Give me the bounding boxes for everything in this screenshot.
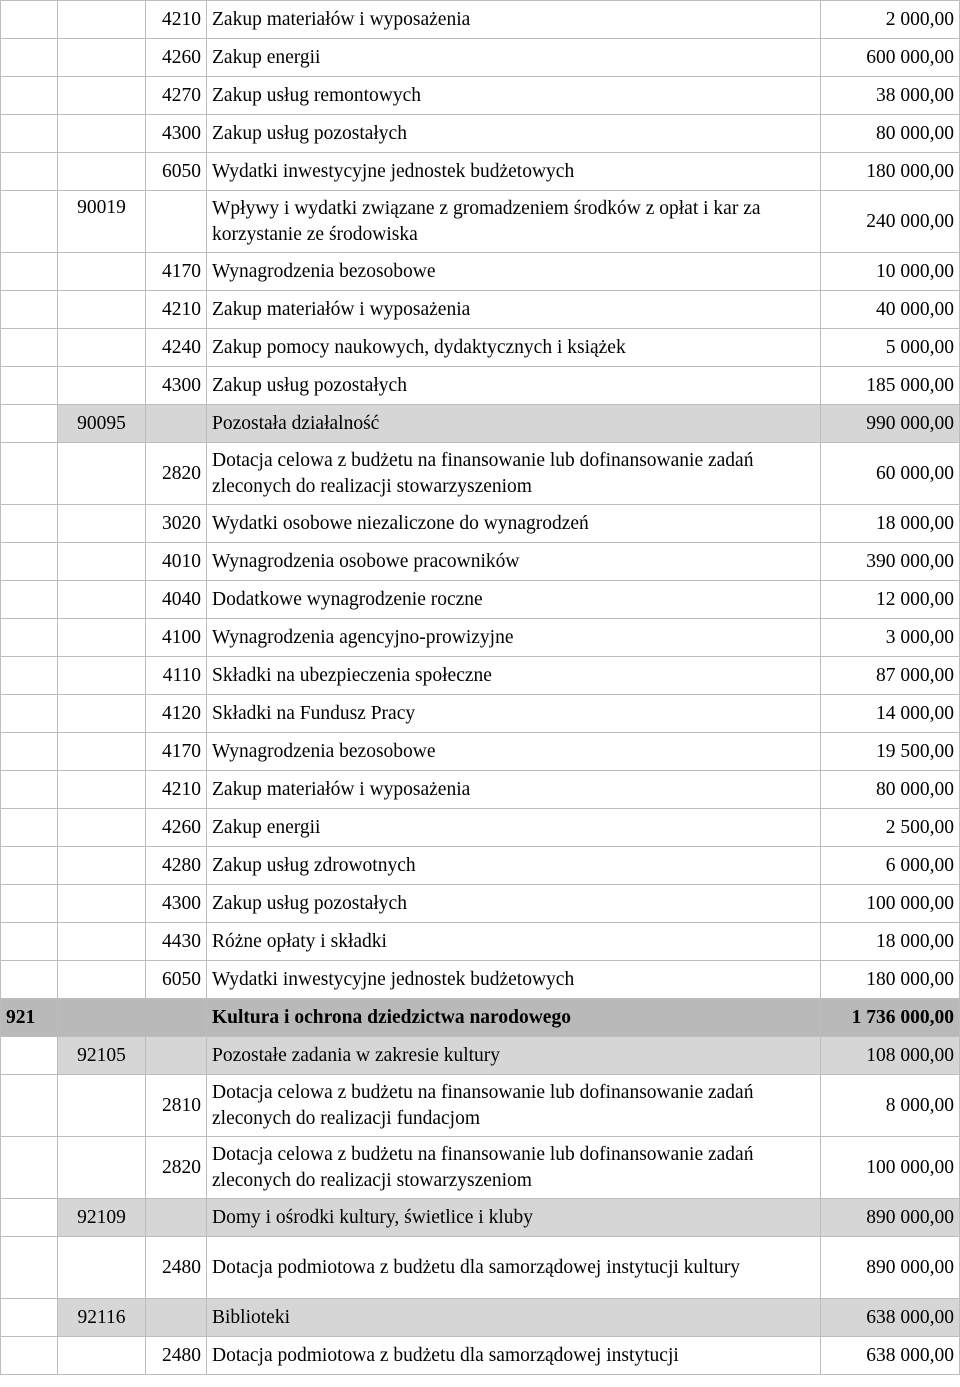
paragraph-code: 4170 (146, 253, 207, 291)
table-row (1, 115, 960, 153)
item-amount: 18 000,00 (821, 505, 960, 543)
item-amount: 108 000,00 (821, 1037, 960, 1075)
item-name: Dotacja podmiotowa z budżetu dla samorządowej instytucji kultury (207, 1237, 821, 1299)
section-code (1, 1237, 58, 1299)
paragraph-code (146, 1037, 207, 1075)
table-row (1, 1, 960, 39)
paragraph-code (146, 1299, 207, 1337)
item-name: Zakup usług zdrowotnych (207, 847, 821, 885)
item-name: Wydatki inwestycyjne jednostek budżetowych (207, 153, 821, 191)
chapter-code: 90019 (58, 191, 146, 253)
paragraph-code: 4100 (146, 619, 207, 657)
item-amount: 8 000,00 (821, 1075, 960, 1137)
section-code (1, 153, 58, 191)
paragraph-code: 4210 (146, 771, 207, 809)
paragraph-code: 4170 (146, 733, 207, 771)
item-name: Dodatkowe wynagrodzenie roczne (207, 581, 821, 619)
paragraph-code: 4010 (146, 543, 207, 581)
table-row (1, 619, 960, 657)
paragraph-code: 4210 (146, 1, 207, 39)
paragraph-code: 2820 (146, 443, 207, 505)
chapter-row (1, 191, 960, 253)
chapter-code (58, 885, 146, 923)
item-amount: 12 000,00 (821, 581, 960, 619)
section-code (1, 1, 58, 39)
item-name: Wynagrodzenia bezosobowe (207, 253, 821, 291)
section-code (1, 847, 58, 885)
chapter-code (58, 153, 146, 191)
item-amount: 1 736 000,00 (821, 999, 960, 1037)
paragraph-code: 4280 (146, 847, 207, 885)
section-code (1, 961, 58, 999)
item-name: Różne opłaty i składki (207, 923, 821, 961)
item-amount: 10 000,00 (821, 253, 960, 291)
table-row (1, 733, 960, 771)
item-name: Wynagrodzenia agencyjno-prowizyjne (207, 619, 821, 657)
table-row (1, 923, 960, 961)
table-row (1, 695, 960, 733)
item-amount: 638 000,00 (821, 1337, 960, 1375)
section-row (1, 999, 960, 1037)
item-amount: 990 000,00 (821, 405, 960, 443)
table-row (1, 657, 960, 695)
section-code (1, 115, 58, 153)
chapter-row (1, 405, 960, 443)
item-amount: 890 000,00 (821, 1199, 960, 1237)
item-name: Składki na ubezpieczenia społeczne (207, 657, 821, 695)
section-code (1, 695, 58, 733)
table-row (1, 77, 960, 115)
empty-cell (58, 999, 207, 1037)
chapter-code (58, 253, 146, 291)
item-amount: 80 000,00 (821, 771, 960, 809)
item-amount: 14 000,00 (821, 695, 960, 733)
paragraph-code: 3020 (146, 505, 207, 543)
section-code (1, 1199, 58, 1237)
section-code (1, 253, 58, 291)
item-amount: 80 000,00 (821, 115, 960, 153)
paragraph-code (146, 405, 207, 443)
chapter-code (58, 505, 146, 543)
paragraph-code: 4040 (146, 581, 207, 619)
table-row (1, 291, 960, 329)
chapter-code (58, 329, 146, 367)
item-amount: 6 000,00 (821, 847, 960, 885)
section-code (1, 809, 58, 847)
section-code (1, 291, 58, 329)
paragraph-code: 4300 (146, 885, 207, 923)
section-code (1, 923, 58, 961)
paragraph-code: 4110 (146, 657, 207, 695)
chapter-code (58, 619, 146, 657)
paragraph-code: 2820 (146, 1137, 207, 1199)
item-amount: 2 000,00 (821, 1, 960, 39)
paragraph-code: 4260 (146, 39, 207, 77)
item-name: Biblioteki (207, 1299, 821, 1337)
table-row (1, 581, 960, 619)
chapter-code (58, 367, 146, 405)
item-name: Domy i ośrodki kultury, świetlice i kluby (207, 1199, 821, 1237)
paragraph-code (146, 1199, 207, 1237)
table-row (1, 39, 960, 77)
table-row (1, 367, 960, 405)
section-code (1, 657, 58, 695)
paragraph-code: 4210 (146, 291, 207, 329)
item-name: Zakup usług pozostałych (207, 115, 821, 153)
paragraph-code: 2810 (146, 1075, 207, 1137)
section-code (1, 581, 58, 619)
chapter-code: 90095 (58, 405, 146, 443)
chapter-code (58, 733, 146, 771)
item-name: Wydatki inwestycyjne jednostek budżetowych (207, 961, 821, 999)
item-name: Zakup usług remontowych (207, 77, 821, 115)
item-amount: 240 000,00 (821, 191, 960, 253)
section-code (1, 405, 58, 443)
chapter-code: 92116 (58, 1299, 146, 1337)
chapter-code (58, 1337, 146, 1375)
item-name: Dotacja podmiotowa z budżetu dla samorządowej instytucji (207, 1337, 821, 1375)
item-amount: 38 000,00 (821, 77, 960, 115)
item-name: Zakup usług pozostałych (207, 367, 821, 405)
item-name: Pozostałe zadania w zakresie kultury (207, 1037, 821, 1075)
chapter-code (58, 1137, 146, 1199)
section-code (1, 329, 58, 367)
section-code (1, 1299, 58, 1337)
chapter-code (58, 443, 146, 505)
paragraph-code: 4270 (146, 77, 207, 115)
item-name: Wpływy i wydatki związane z gromadzeniem środków z opłat i kar za korzystanie ze środowiska (207, 191, 821, 253)
section-code (1, 1037, 58, 1075)
chapter-code (58, 809, 146, 847)
paragraph-code (146, 191, 207, 253)
item-amount: 18 000,00 (821, 923, 960, 961)
item-amount: 890 000,00 (821, 1237, 960, 1299)
paragraph-code: 4260 (146, 809, 207, 847)
item-name: Dotacja celowa z budżetu na finansowanie lub dofinansowanie zadań zleconych do realizacji stowarzyszeniom (207, 443, 821, 505)
chapter-code (58, 77, 146, 115)
item-name: Zakup usług pozostałych (207, 885, 821, 923)
section-code: 921 (1, 999, 58, 1037)
table-row (1, 1137, 960, 1199)
item-amount: 180 000,00 (821, 153, 960, 191)
paragraph-code: 4300 (146, 115, 207, 153)
item-amount: 390 000,00 (821, 543, 960, 581)
table-row (1, 961, 960, 999)
section-code (1, 505, 58, 543)
item-name: Kultura i ochrona dziedzictwa narodowego (207, 999, 821, 1037)
table-row (1, 809, 960, 847)
table-row (1, 253, 960, 291)
table-row (1, 847, 960, 885)
item-name: Zakup energii (207, 809, 821, 847)
chapter-code (58, 657, 146, 695)
section-code (1, 543, 58, 581)
item-name: Wynagrodzenia osobowe pracowników (207, 543, 821, 581)
chapter-code (58, 1, 146, 39)
chapter-row (1, 1037, 960, 1075)
paragraph-code: 4430 (146, 923, 207, 961)
chapter-row (1, 1299, 960, 1337)
item-amount: 19 500,00 (821, 733, 960, 771)
table-row (1, 1337, 960, 1375)
section-code (1, 771, 58, 809)
paragraph-code: 2480 (146, 1337, 207, 1375)
table-row (1, 329, 960, 367)
paragraph-code: 6050 (146, 153, 207, 191)
item-amount: 180 000,00 (821, 961, 960, 999)
section-code (1, 619, 58, 657)
section-code (1, 1075, 58, 1137)
item-name: Dotacja celowa z budżetu na finansowanie lub dofinansowanie zadań zleconych do realizacji fundacjom (207, 1075, 821, 1137)
item-name: Zakup pomocy naukowych, dydaktycznych i książek (207, 329, 821, 367)
item-amount: 87 000,00 (821, 657, 960, 695)
chapter-code (58, 695, 146, 733)
table-row (1, 443, 960, 505)
table-row (1, 1075, 960, 1137)
section-code (1, 733, 58, 771)
item-name: Zakup materiałów i wyposażenia (207, 291, 821, 329)
chapter-code (58, 291, 146, 329)
table-row (1, 505, 960, 543)
item-amount: 638 000,00 (821, 1299, 960, 1337)
section-code (1, 77, 58, 115)
paragraph-code: 4300 (146, 367, 207, 405)
section-code (1, 367, 58, 405)
chapter-code (58, 847, 146, 885)
paragraph-code: 6050 (146, 961, 207, 999)
item-amount: 5 000,00 (821, 329, 960, 367)
section-code (1, 443, 58, 505)
item-name: Zakup energii (207, 39, 821, 77)
chapter-code (58, 1237, 146, 1299)
item-amount: 600 000,00 (821, 39, 960, 77)
chapter-code (58, 39, 146, 77)
item-name: Wynagrodzenia bezosobowe (207, 733, 821, 771)
table-row (1, 543, 960, 581)
item-amount: 185 000,00 (821, 367, 960, 405)
section-code (1, 1137, 58, 1199)
chapter-code (58, 1075, 146, 1137)
item-name: Zakup materiałów i wyposażenia (207, 771, 821, 809)
item-name: Dotacja celowa z budżetu na finansowanie lub dofinansowanie zadań zleconych do realizacji stowarzyszeniom (207, 1137, 821, 1199)
section-code (1, 885, 58, 923)
item-name: Składki na Fundusz Pracy (207, 695, 821, 733)
item-amount: 100 000,00 (821, 885, 960, 923)
table-row (1, 885, 960, 923)
chapter-row (1, 1199, 960, 1237)
item-name: Pozostała działalność (207, 405, 821, 443)
paragraph-code: 2480 (146, 1237, 207, 1299)
chapter-code: 92105 (58, 1037, 146, 1075)
item-amount: 2 500,00 (821, 809, 960, 847)
chapter-code (58, 771, 146, 809)
table-row (1, 153, 960, 191)
table-row (1, 771, 960, 809)
paragraph-code: 4240 (146, 329, 207, 367)
chapter-code (58, 961, 146, 999)
chapter-code (58, 581, 146, 619)
item-amount: 100 000,00 (821, 1137, 960, 1199)
section-code (1, 1337, 58, 1375)
paragraph-code: 4120 (146, 695, 207, 733)
budget-table-body (1, 1, 960, 1375)
item-amount: 40 000,00 (821, 291, 960, 329)
item-amount: 60 000,00 (821, 443, 960, 505)
chapter-code (58, 543, 146, 581)
chapter-code (58, 115, 146, 153)
table-row (1, 1237, 960, 1299)
section-code (1, 191, 58, 253)
item-amount: 3 000,00 (821, 619, 960, 657)
item-name: Zakup materiałów i wyposażenia (207, 1, 821, 39)
chapter-code: 92109 (58, 1199, 146, 1237)
section-code (1, 39, 58, 77)
item-name: Wydatki osobowe niezaliczone do wynagrodzeń (207, 505, 821, 543)
chapter-code (58, 923, 146, 961)
